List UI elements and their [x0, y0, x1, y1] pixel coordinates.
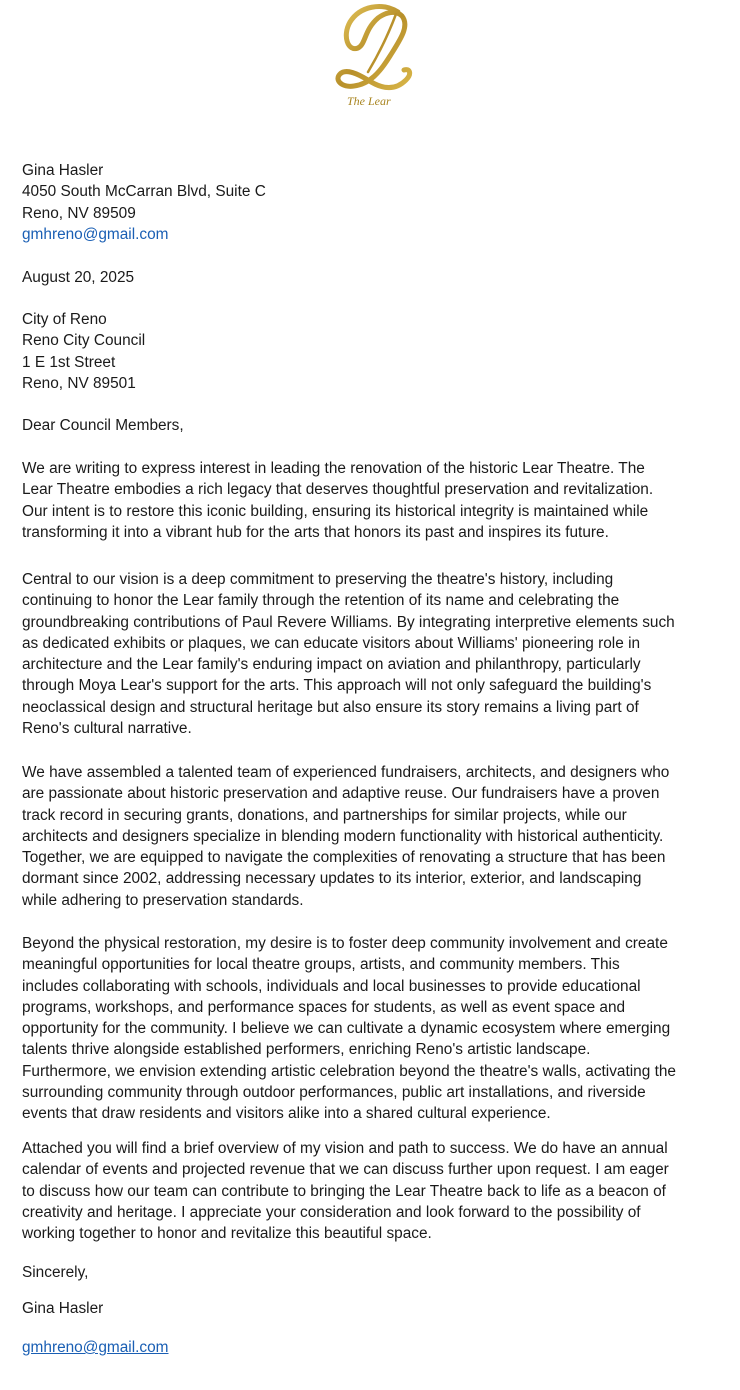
paragraph-line: track record in securing grants, donations, and partnerships for similar projects, while our [22, 806, 627, 824]
paragraph-line: calendar of events and projected revenue that we can discuss further upon request. I am eager [22, 1161, 669, 1179]
paragraph-line: continuing to honor the Lear family through the retention of its name and celebrating the [22, 592, 620, 610]
paragraph-line: opportunity for the community. I believe we can cultivate a dynamic ecosystem where emerging [22, 1020, 671, 1038]
letter-date [22, 267, 722, 288]
paragraph-line: through Moya Lear's support for the arts. This approach will not only safeguard the building's [22, 677, 652, 695]
paragraph-line: creativity and heritage. I appreciate your consideration and look forward to the possibility of [22, 1203, 641, 1221]
sender-address-line1: 4050 South McCarran Blvd, Suite C [22, 183, 266, 201]
salutation-text: Dear Council Members, [22, 417, 184, 434]
paragraph-line: as dedicated exhibits or plaques, we can educate visitors about Williams' pioneering role in [22, 634, 641, 652]
body-paragraph [22, 569, 722, 739]
logo-caption: The Lear [347, 94, 391, 108]
sender-address-line2: Reno, NV 89509 [22, 204, 136, 222]
paragraph-line: We are writing to express interest in leading the renovation of the historic Lear Theatre. The [22, 460, 645, 477]
paragraph-line: Our intent is to restore this iconic building, ensuring its historical integrity is maintained while [22, 502, 649, 520]
paragraph-line: Central to our vision is a deep commitment to preserving the theatre's history, including [22, 571, 614, 588]
body-paragraph [22, 1138, 722, 1244]
paragraph-line: groundbreaking contributions of Paul Revere Williams. By integrating interpretive elements such [22, 613, 675, 631]
body-paragraph [22, 458, 722, 543]
paragraph-line: events that draw residents and visitors alike into a shared cultural experience. [22, 1105, 551, 1123]
closing [22, 1262, 722, 1283]
paragraph-line: Attached you will find a brief overview of my vision and path to success. We do have an annual [22, 1140, 668, 1157]
paragraph-line: to discuss how our team can contribute to bringing the Lear Theatre back to life as a beacon of [22, 1182, 666, 1200]
paragraph-line: programs, workshops, and performance spaces for students, as well as event space and [22, 998, 626, 1016]
paragraph-line: dormant since 2002, addressing necessary updates to its interior, exterior, and landscaping [22, 870, 642, 888]
paragraph-line: Together, we are equipped to navigate the complexities of renovating a structure that has been [22, 849, 666, 867]
signature [22, 1298, 722, 1319]
paragraph-line: meaningful opportunities for local theatre groups, artists, and community members. This [22, 956, 620, 974]
recipient-line2: Reno City Council [22, 332, 146, 350]
paragraph-line: We have assembled a talented team of experienced fundraisers, architects, and designers who [22, 764, 670, 781]
recipient-line4: Reno, NV 89501 [22, 374, 136, 392]
sender-email-link[interactable]: gmhreno@gmail.com [22, 225, 169, 243]
paragraph-line: includes collaborating with schools, individuals and local businesses to provide educational [22, 977, 641, 995]
paragraph-line: are passionate about historic preservation and adaptive reuse. Our fundraisers have a proven [22, 785, 660, 803]
date-text: August 20, 2025 [22, 269, 135, 286]
closing-text: Sincerely, [22, 1264, 89, 1281]
body-paragraph [22, 933, 722, 1125]
signature-email [22, 1337, 722, 1358]
paragraph-line: while adhering to preservation standards. [22, 891, 304, 909]
paragraph-line: Reno's cultural narrative. [22, 720, 192, 738]
paragraph-line: architects and designers specialize in blending modern functionality with historical authenticity. [22, 827, 664, 845]
body-paragraph [22, 762, 722, 911]
paragraph-line: Lear Theatre embodies a rich legacy that deserves thoughtful preservation and revitalization. [22, 481, 654, 499]
sender-block [22, 160, 722, 245]
paragraph-line: transforming it into a vibrant hub for the arts that honors its past and inspires its future. [22, 523, 609, 541]
recipient-line1: City of Reno [22, 311, 107, 328]
paragraph-line: talents thrive alongside established performers, enriching Reno's artistic landscape. [22, 1041, 591, 1059]
paragraph-line: architecture and the Lear family's enduring impact on aviation and philanthropy, particularly [22, 656, 641, 674]
recipient-block [22, 309, 722, 394]
salutation [22, 415, 722, 436]
signature-name: Gina Hasler [22, 1300, 104, 1317]
recipient-line3: 1 E 1st Street [22, 353, 116, 371]
paragraph-line: Furthermore, we envision extending artistic celebration beyond the theatre's walls, activating the [22, 1062, 676, 1080]
signature-email-link[interactable]: gmhreno@gmail.com [22, 1339, 169, 1356]
paragraph-line: working together to honor and revitalize this beautiful space. [22, 1225, 432, 1243]
paragraph-line: Beyond the physical restoration, my desire is to foster deep community involvement and create [22, 935, 668, 952]
paragraph-line: neoclassical design and structural heritage but also ensure its story remains a living part of [22, 698, 639, 716]
paragraph-line: surrounding community through outdoor performances, public art installations, and riverside [22, 1084, 646, 1102]
sender-name: Gina Hasler [22, 162, 104, 179]
